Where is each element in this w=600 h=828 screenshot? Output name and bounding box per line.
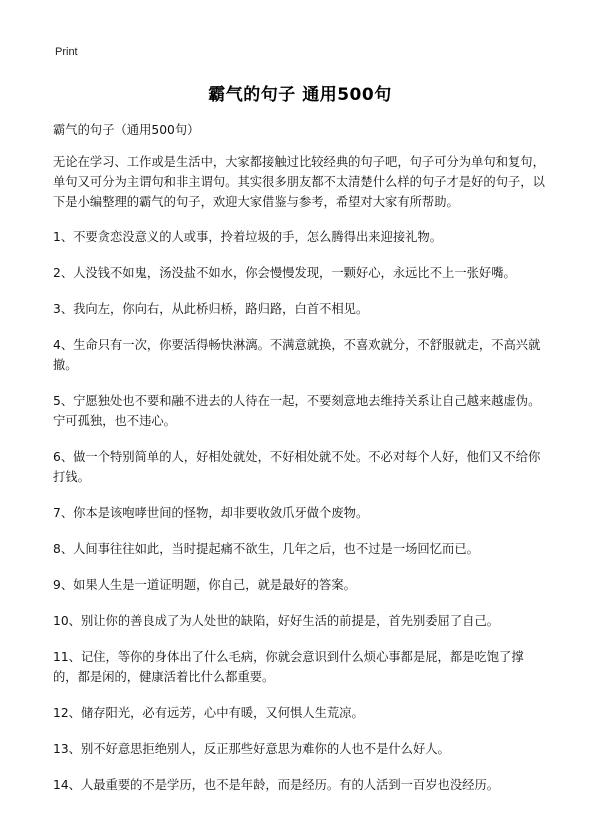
quote-item-1: 1、不要贪恋没意义的人或事，拎着垃圾的手，怎么腾得出来迎接礼物。 — [53, 230, 443, 244]
document-body — [53, 120, 547, 811]
quote-item-6: 6、做一个特别简单的人，好相处就处，不好相处就不处。不必对每个人好，他们又不给你打钱。 — [53, 450, 541, 484]
quote-item-14: 14、人最重要的不是学历，也不是年龄，而是经历。有的人活到一百岁也没经历。 — [53, 778, 500, 792]
quote-item-3: 3、我向左，你向右，从此桥归桥，路归路，白首不相见。 — [53, 302, 369, 316]
quote-item-11: 11、记住，等你的身体出了什么毛病，你就会意识到什么烦心事都是屁，都是吃饱了撑的，都是闲的，健康活着比什么都重要。 — [53, 650, 524, 684]
quote-item-13: 13、别不好意思拒绝别人，反正那些好意思为难你的人也不是什么好人。 — [53, 742, 450, 756]
quote-item-10: 10、别让你的善良成了为人处世的缺陷，好好生活的前提是，首先别委屈了自己。 — [53, 614, 500, 628]
quote-item-7: 7、你本是该咆哮世间的怪物，却非要收敛爪牙做个废物。 — [53, 506, 369, 520]
quote-item-9: 9、如果人生是一道证明题，你自己，就是最好的答案。 — [53, 578, 356, 592]
page-title: 霸气的句子 通用500句 — [208, 85, 392, 105]
quote-item-2: 2、人没钱不如鬼，汤没盐不如水，你会慢慢发现，一颗好心，永远比不上一张好嘴。 — [53, 266, 516, 280]
quote-item-12: 12、储存阳光，必有远芳，心中有暖，又何惧人生荒凉。 — [53, 706, 364, 720]
intro-paragraph: 无论在学习、工作或是生活中，大家都接触过比较经典的句子吧，句子可分为单句和复句，单句又可分为主谓句和非主谓句。其实很多朋友都不太清楚什么样的句子才是好的句子，以下是小编整理的霸气的句子，欢迎大家借鉴与参考，希望对大家有所帮助。 — [53, 155, 545, 209]
quote-item-8: 8、人间事往往如此，当时提起痛不欲生，几年之后，也不过是一场回忆而已。 — [53, 542, 479, 556]
document-subtitle: 霸气的句子（通用500句） — [53, 123, 200, 137]
print-label: Print — [55, 46, 78, 58]
quote-item-5: 5、宁愿独处也不要和融不进去的人待在一起，不要刻意地去维持关系让自己越来越虚伪。宁可孤独，也不违心。 — [53, 394, 541, 428]
quote-item-4: 4、生命只有一次，你要活得畅快淋漓。不满意就换，不喜欢就分，不舒服就走，不高兴就撤。 — [53, 338, 541, 372]
